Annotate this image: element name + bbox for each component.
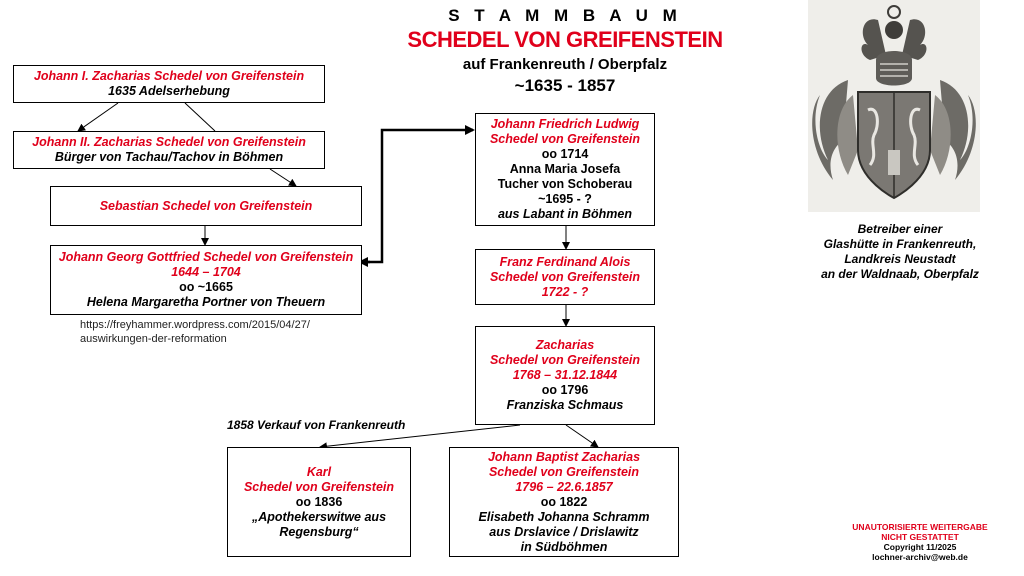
person-info: 1635 Adelserhebung <box>108 84 230 98</box>
coat-of-arms-image <box>808 0 980 212</box>
person-box-karl <box>227 447 411 557</box>
crest-caption-line2: Glashütte in Frankenreuth, <box>823 237 977 251</box>
person-dates: 1796 – 22.6.1857 <box>515 479 613 494</box>
person-name: Johann Georg Gottfried Schedel von Greifenstein <box>58 250 354 264</box>
person-spouse: Elisabeth Johanna Schramm <box>478 509 650 524</box>
person-box-johann-friedrich-ludwig <box>475 113 655 226</box>
person-name: Johann I. Zacharias Schedel von Greifenstein <box>33 69 305 83</box>
person-spouse-1: „Apothekerswitwe aus <box>251 509 387 524</box>
person-marriage: oo 1796 <box>541 383 589 397</box>
title-family-name: SCHEDEL VON GREIFENSTEIN <box>407 27 723 52</box>
person-name-1: Karl <box>306 464 332 479</box>
person-marriage: oo 1822 <box>540 494 588 509</box>
person-name: Sebastian Schedel von Greifenstein <box>99 198 313 213</box>
person-dates: 1768 – 31.12.1844 <box>512 368 618 382</box>
person-name-1: Franz Ferdinand Alois <box>499 254 631 269</box>
copyright-warning-1: UNAUTORISIERTE WEITERGABE <box>852 522 988 532</box>
copyright-notice <box>820 522 1020 562</box>
person-spouse: Franziska Schmaus <box>506 398 624 412</box>
person-name-2: Schedel von Greifenstein <box>489 269 641 284</box>
crest-caption-line1: Betreiber einer <box>857 222 943 236</box>
person-spouse: Helena Margaretha Portner von Theuern <box>86 295 326 309</box>
person-marriage: oo 1714 <box>541 147 589 161</box>
crest-caption <box>800 222 1000 282</box>
line-p1-p2 <box>78 103 118 131</box>
crest-caption-line4: an der Waldnaab, Oberpfalz <box>821 267 979 281</box>
person-spouse-2: Regensburg“ <box>279 524 359 539</box>
title-period: ~1635 - 1857 <box>514 76 616 95</box>
line-p4-p5 <box>360 130 473 262</box>
person-box-zacharias <box>475 326 655 425</box>
person-spouse-1: Anna Maria Josefa <box>509 162 621 176</box>
person-spouse-2: Tucher von Schoberau <box>497 177 633 191</box>
reference-url-line2: auswirkungen-der-reformation <box>80 333 227 345</box>
person-marriage: oo 1836 <box>295 494 343 509</box>
copyright-email: lochner-archiv@web.de <box>872 552 968 562</box>
reference-url-line1: https://freyhammer.wordpress.com/2015/04/27/ <box>80 319 310 331</box>
person-spouse-dates: ~1695 - ? <box>538 192 592 206</box>
title-location: auf Frankenreuth / Oberpfalz <box>462 56 668 73</box>
copyright-warning-2: NICHT GESTATTET <box>881 532 959 542</box>
copyright-date: Copyright 11/2025 <box>883 542 957 552</box>
person-name-1: Johann Baptist Zacharias <box>487 449 641 464</box>
person-name-2: Schedel von Greifenstein <box>243 479 395 494</box>
line-p1-p2b <box>185 103 215 131</box>
person-name: Johann II. Zacharias Schedel von Greifenstein <box>32 135 306 149</box>
line-p7-p9 <box>566 425 598 447</box>
person-name-2: Schedel von Greifenstein <box>489 353 641 367</box>
person-box-johann-baptist-zacharias <box>449 447 679 557</box>
line-p2-p3 <box>270 169 296 186</box>
person-name-2: Schedel von Greifenstein <box>488 464 640 479</box>
person-box-franz-ferdinand-alois <box>475 249 655 305</box>
title-stammbaum: S T A M M B A U M <box>448 6 682 25</box>
person-box-johann-georg-gottfried <box>50 245 362 315</box>
person-box-johann-ii <box>13 131 325 169</box>
person-spouse-origin-2: in Südböhmen <box>520 539 608 554</box>
person-spouse-origin-1: aus Drslavice / Drislawitz <box>489 524 639 539</box>
person-name-2: Schedel von Greifenstein <box>489 132 641 146</box>
person-dates: 1722 - ? <box>541 284 589 299</box>
person-spouse-origin: aus Labant in Böhmen <box>497 207 633 221</box>
person-info: Bürger von Tachau/Tachov in Böhmen <box>54 150 284 164</box>
sale-note: 1858 Verkauf von Frankenreuth <box>227 418 406 432</box>
person-name-1: Zacharias <box>535 338 595 352</box>
person-box-sebastian <box>50 186 362 226</box>
person-name-1: Johann Friedrich Ludwig <box>490 117 640 131</box>
person-dates: 1644 – 1704 <box>171 265 241 279</box>
person-marriage: oo ~1665 <box>179 280 233 294</box>
reference-url[interactable] <box>80 318 310 346</box>
crest-caption-line3: Landkreis Neustadt <box>844 252 956 266</box>
person-box-johann-i <box>13 65 325 103</box>
